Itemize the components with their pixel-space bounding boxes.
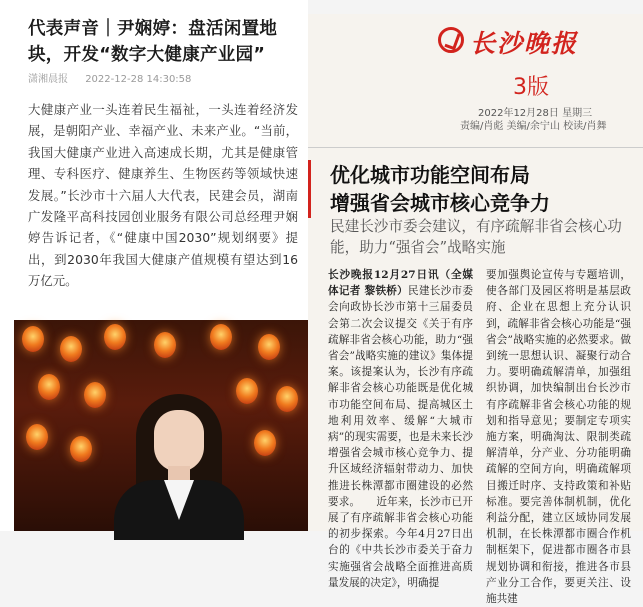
lantern-decoration xyxy=(258,334,280,360)
divider xyxy=(308,147,643,148)
column-text: 民建长沙市委会向政协长沙市第十三届委员会第二次会议提交《关于有序疏解非省会核心功能，助力“强省会”战略实施的建议》集体提案。该提案认为，长沙有序疏解非省会核心功能既是优化城市功能空间布局、提高城区土地利用效率、缓解“大城市病”的现实需要，也是未来长沙增强省会城市核心竞争力、提升区域经济辐射带动力、加快推进长株潭都市圈建设的必然要求。 近年来，长沙市已开展了有序疏解非省会核心功能的初步探索。今年4月27日出台的《中共长沙市委关于奋力实施强省会战略全面推进高质量发展的决定》，明确提 xyxy=(328,285,473,589)
editors-line: 责编/肖彪 美编/余宁山 校读/肖舞 xyxy=(460,121,607,132)
newspaper-masthead: 长沙晚报 xyxy=(470,29,579,58)
newspaper-page xyxy=(308,14,643,606)
newspaper-title xyxy=(330,161,550,217)
article-photo xyxy=(14,320,308,531)
article-panel xyxy=(0,0,308,531)
newspaper-title-line2: 增强省会城市核心竞争力 xyxy=(330,191,550,215)
article-datetime: 2022-12-28 14:30:58 xyxy=(85,74,192,85)
lantern-decoration xyxy=(26,424,48,450)
lantern-decoration xyxy=(104,324,126,350)
column-lead: 长沙晚报12月27日讯（全媒体记者 黎铁桥） xyxy=(328,269,473,298)
title-accent-bar xyxy=(308,160,311,218)
page-number: 3版 xyxy=(513,75,549,100)
newspaper-logo-icon xyxy=(438,27,464,53)
newspaper-column-2: 要加强舆论宣传与专题培训，使各部门及园区将明是基层政府、企业在思想上充分认识到，疏解非省会核心功能是“强省会”战略实施的必然要求。做到统一思想认识、凝聚行动合力。要明确疏解清单，加强组织协调，加快编制出台长沙市有序疏解非省会核心功能的规划和指导意见；要制定专项实施方案，明确淘汰、限制类疏解清单，分产业、分功能明确疏解的空间方向，明确疏解项目搬迁时序、支持政策和补贴标准。要完善体制机制，优化利益分配，建立区域协同发展机制，在长株潭都市圈合作机制框架下，促进都市圈各市县规划协调和衔接，推进各市县产业分工合作，要更关注、设施共建 xyxy=(486,269,631,606)
portrait-person xyxy=(114,394,244,534)
lantern-decoration xyxy=(276,386,298,412)
lantern-decoration xyxy=(60,336,82,362)
article-headline[interactable]: 代表声音｜尹娴婷：盘活闲置地块，开发“数字大健康产业园” xyxy=(28,19,278,65)
article-meta xyxy=(28,70,205,85)
lantern-decoration xyxy=(22,326,44,352)
lantern-decoration xyxy=(154,332,176,358)
article-body: 大健康产业一头连着民生福祉，一头连着经济发展，是朝阳产业、幸福产业、未来产业。“当前，我国大健康产业进入高速成长期，尤其是健康管理、专科医疗、健康养生、生物医药等领域快速发展。”长沙市十六届人大代表，民建会员，湖南广发隆平高科技园创业服务有限公司总经理尹娴婷告诉记者，《“健康中国2030”规划纲要》提出，到2030年我国大健康产值规模有望达到16万亿元。 xyxy=(28,102,298,289)
newspaper-column-1 xyxy=(328,267,473,591)
lantern-decoration xyxy=(84,382,106,408)
newspaper-subtitle: 民建长沙市委会建议，有序疏解非省会核心功能，助力“强省会”战略实施 xyxy=(330,218,622,256)
lantern-decoration xyxy=(38,374,60,400)
article-source[interactable]: 潇湘晨报 xyxy=(28,74,68,85)
lantern-decoration xyxy=(210,324,232,350)
newspaper-title-line1: 优化城市功能空间布局 xyxy=(330,163,530,187)
lantern-decoration xyxy=(70,436,92,462)
lantern-decoration xyxy=(254,430,276,456)
issue-date: 2022年12月28日 星期三 xyxy=(478,108,593,119)
